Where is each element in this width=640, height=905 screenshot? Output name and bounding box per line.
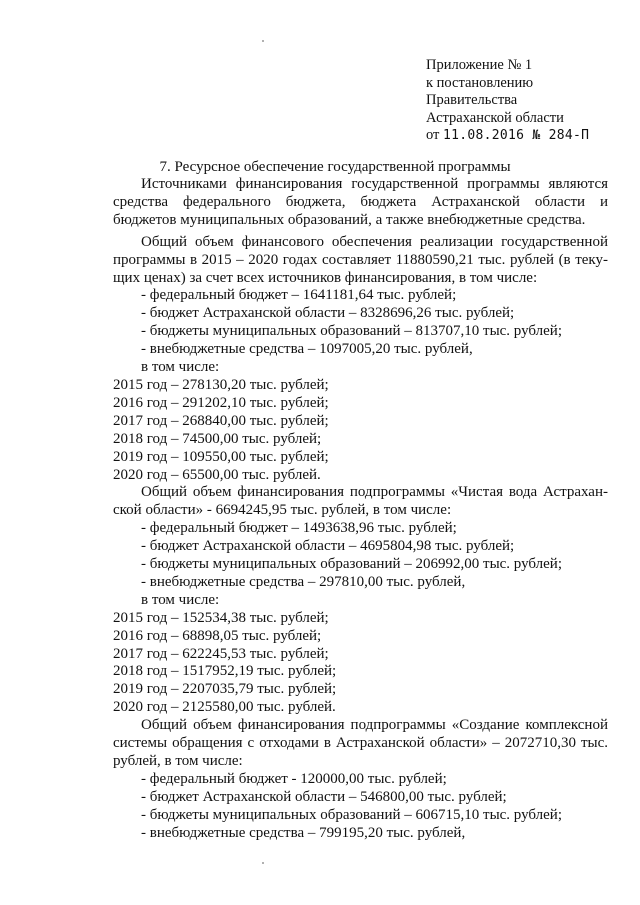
year-item: 2018 год – 1517952,19 тыс. рублей; <box>113 663 337 680</box>
section-title: 7. Ресурсное обеспечение государственной программы <box>159 159 511 175</box>
appendix-header <box>426 57 589 145</box>
including-label: в том числе: <box>141 591 220 608</box>
source-item: - федеральный бюджет – 1641181,64 тыс. рублей; <box>141 287 457 304</box>
year-item: 2015 год – 278130,20 тыс. рублей; <box>113 376 329 393</box>
source-item: - бюджет Астраханской области – 4695804,98 тыс. рублей; <box>141 538 515 555</box>
source-item: - бюджет Астраханской области – 8328696,26 тыс. рублей; <box>141 305 515 322</box>
source-item: - бюджеты муниципальных образований – 606715,10 тыс. рублей; <box>141 806 563 823</box>
subprogram-waste-paragraph: Общий объем финансирования подпрограммы «Создание комплексной системы обращения с отходами в Астраханской области» – 2072710,30 тыс. рублей, в том числе: <box>113 717 608 769</box>
year-item: 2019 год – 109550,00 тыс. рублей; <box>113 448 329 465</box>
source-item: - бюджеты муниципальных образований – 813707,10 тыс. рублей; <box>141 323 563 340</box>
year-item: 2016 год – 291202,10 тыс. рублей; <box>113 394 329 411</box>
year-item: 2017 год – 268840,00 тыс. рублей; <box>113 412 329 429</box>
appendix-date <box>426 127 589 145</box>
scan-speck <box>262 862 264 864</box>
year-item: 2020 год – 65500,00 тыс. рублей. <box>113 466 321 483</box>
appendix-line: Правительства <box>426 92 518 109</box>
source-item: - внебюджетные средства – 799195,20 тыс. рублей, <box>141 824 466 841</box>
year-item: 2018 год – 74500,00 тыс. рублей; <box>113 430 322 447</box>
scan-speck <box>262 40 264 42</box>
year-item: 2020 год – 2125580,00 тыс. рублей. <box>113 699 336 716</box>
year-item: 2015 год – 152534,38 тыс. рублей; <box>113 609 329 626</box>
source-item: - федеральный бюджет – 1493638,96 тыс. рублей; <box>141 520 457 537</box>
date-stamp: 11.08.2016 № 284-П <box>443 128 590 144</box>
source-item: - внебюджетные средства – 1097005,20 тыс. рублей, <box>141 341 473 358</box>
year-item: 2017 год – 622245,53 тыс. рублей; <box>113 645 329 662</box>
source-item: - федеральный бюджет - 120000,00 тыс. рублей; <box>141 770 447 787</box>
appendix-line: Приложение № 1 <box>426 57 533 73</box>
year-item: 2019 год – 2207035,79 тыс. рублей; <box>113 681 337 698</box>
source-item: - внебюджетные средства – 297810,00 тыс. рублей, <box>141 573 466 590</box>
appendix-line: Астраханской области <box>426 109 564 126</box>
year-item: 2016 год – 68898,05 тыс. рублей; <box>113 627 322 644</box>
total-paragraph: Общий объем финансового обеспечения реализации государственной программы в 2015 – 2020 годах составляет 11880590,21 тыс. рублей (в теку-щих ценах) за счет всех источников финансирования, в том числе: <box>113 233 608 286</box>
source-item: - бюджеты муниципальных образований – 206992,00 тыс. рублей; <box>141 556 563 573</box>
appendix-line: к постановлению <box>426 74 534 91</box>
intro-paragraph: Источниками финансирования государственной программы являются средства федерального бюджета, бюджета Астраханской области и бюджетов муниципальных образований, а также внебюджетные средства. <box>113 176 608 228</box>
subprogram-water-paragraph: Общий объем финансирования подпрограммы «Чистая вода Астрахан-ской области» - 6694245,95 тыс. рублей, в том числе: <box>113 484 608 519</box>
source-item: - бюджет Астраханской области – 546800,00 тыс. рублей; <box>141 788 507 805</box>
including-label: в том числе: <box>141 359 220 376</box>
document-body <box>113 176 608 843</box>
date-prefix: от <box>426 127 440 144</box>
